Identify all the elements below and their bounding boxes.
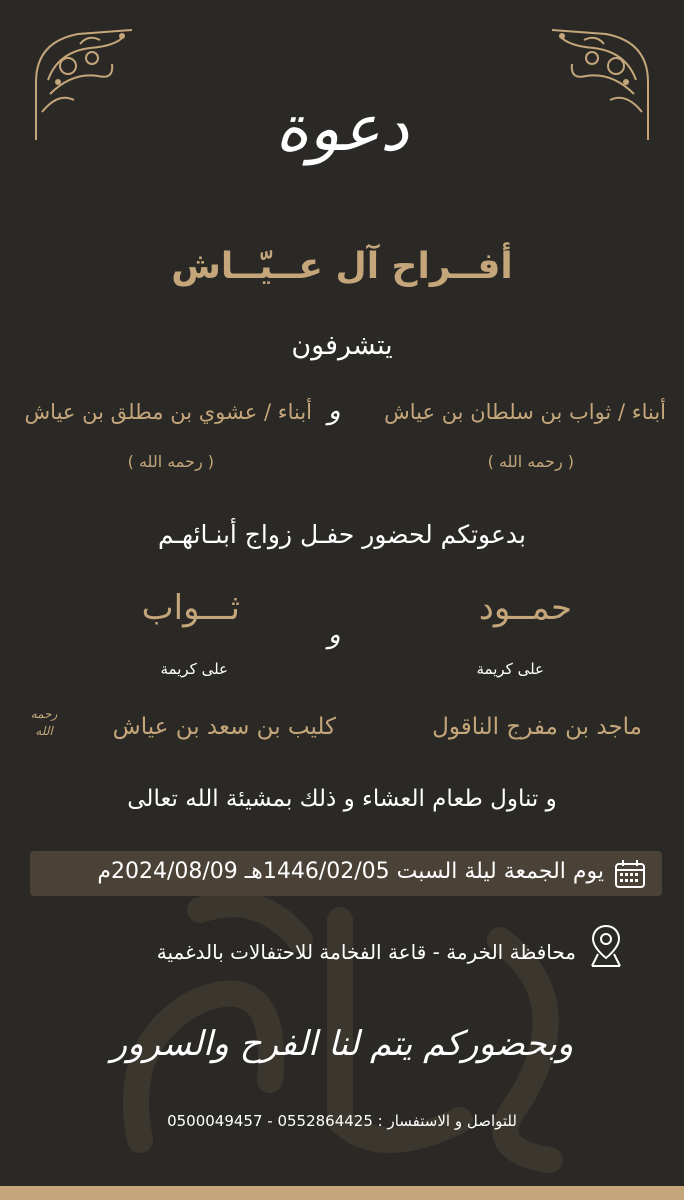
host-right-name: أبناء / ثواب بن سلطان بن عياش: [384, 400, 666, 424]
groom-right: حمــود: [478, 588, 572, 628]
dinner-line: و تناول طعام العشاء و ذلك بمشيئة الله تعالى: [127, 786, 557, 812]
honorific-mark: رحمه الله: [30, 707, 58, 738]
date-text: يوم الجمعة ليلة السبت 1446/02/05هـ 2024/08/09م: [97, 859, 604, 884]
host-left-note: ( رحمه الله ): [127, 452, 214, 471]
groom-left-sub: على كريمة: [160, 660, 228, 678]
map-pin-icon: [588, 922, 624, 968]
groom-connector: و: [328, 620, 341, 650]
honored-text: يتشرفون: [291, 330, 393, 361]
invitation-line: بدعوتكم لحضور حفـل زواج أبنـائهـم: [158, 520, 526, 549]
host-left-name: أبناء / عشوي بن مطلق بن عياش: [24, 400, 312, 424]
contact-line: للتواصل و الاستفسار : 0552864425 - 0500049457: [167, 1112, 517, 1130]
date-bar: [30, 851, 662, 896]
location-text: محافظة الخرمة - قاعة الفخامة للاحتفالات بالدغمية: [156, 940, 576, 964]
closing-calligraphy: وبحضوركم يتم لنا الفرح والسرور: [110, 1024, 574, 1064]
calendar-icon: [614, 859, 646, 889]
bride-father-left: كليب بن سعد بن عياش: [112, 714, 336, 740]
groom-right-sub: على كريمة: [476, 660, 544, 678]
host-connector: و: [328, 396, 341, 426]
footer-strip: [0, 1186, 684, 1200]
family-title: أفــراح آل عــيّــاش: [171, 246, 513, 287]
invitation-logo: دعوة: [275, 92, 409, 166]
groom-left: ثـــواب: [141, 588, 240, 628]
host-right-note: ( رحمه الله ): [487, 452, 574, 471]
bride-father-right: ماجد بن مفرج الناقول: [432, 714, 642, 740]
